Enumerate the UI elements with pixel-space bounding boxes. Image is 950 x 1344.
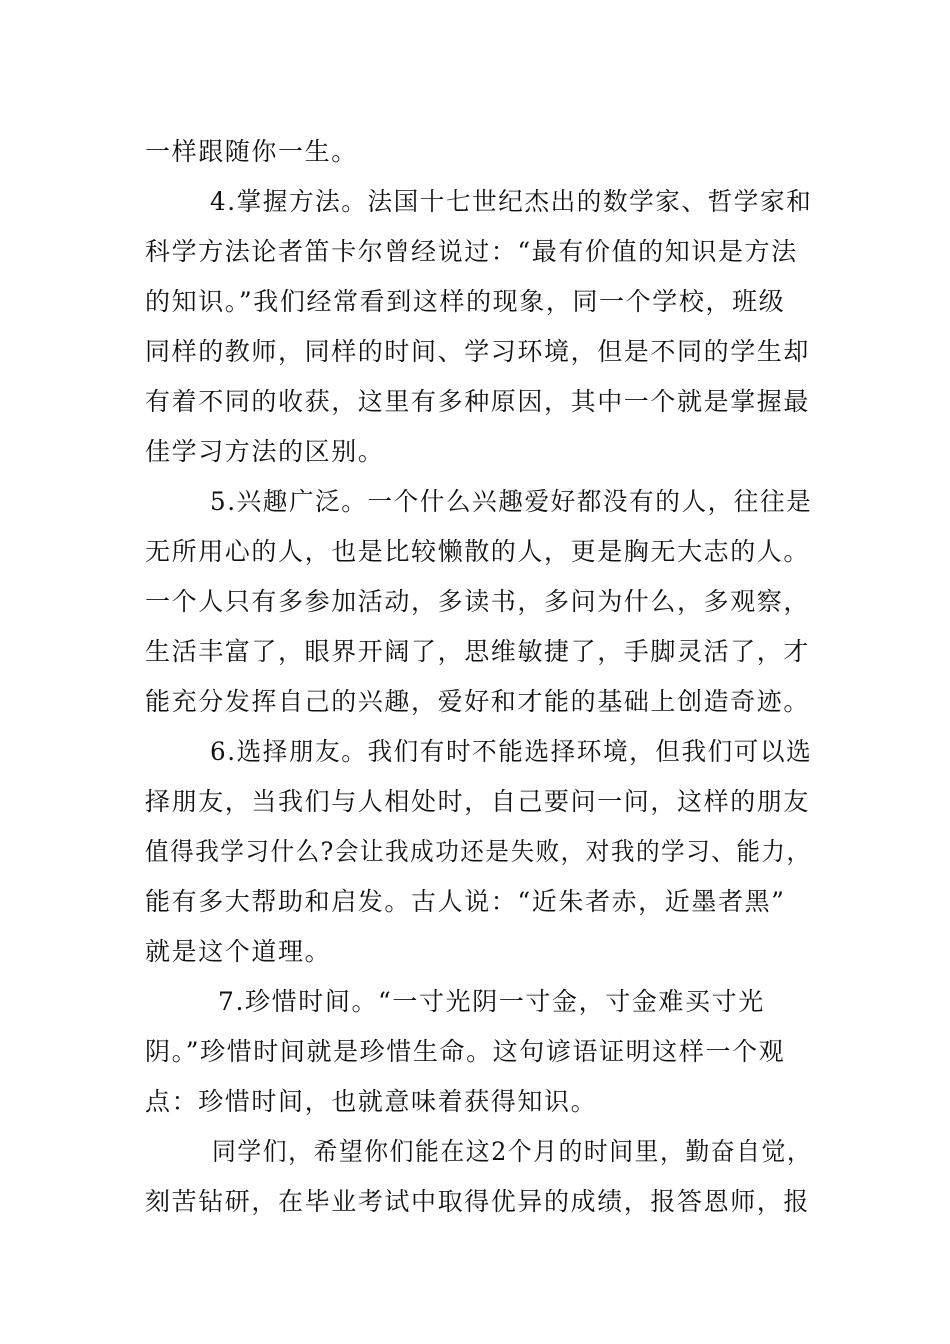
text-line: 一个人只有多参加活动，多读书，多问为什么，多观察， — [145, 587, 811, 616]
text-line: 能有多大帮助和启发。古人说：“近朱者赤，近墨者黑” — [145, 887, 786, 916]
text-line: 阴。”珍惜时间就是珍惜生命。这句谚语证明这样一个观 — [145, 1037, 786, 1066]
text-line: 6.选择朋友。我们有时不能选择环境，但我们可以选 — [210, 737, 813, 766]
text-line: 的知识。”我们经常看到这样的现象，同一个学校，班级 — [145, 287, 786, 316]
text-line: 7.珍惜时间。“一寸光阴一寸金，寸金难买寸光 — [218, 987, 765, 1016]
text-line: 佳学习方法的区别。 — [145, 437, 385, 466]
text-line: 4.掌握方法。法国十七世纪杰出的数学家、哲学家和 — [210, 187, 813, 216]
text-line: 一样跟随你一生。 — [145, 137, 358, 166]
text-line: 同学们，希望你们能在这2个月的时间里，勤奋自觉， — [212, 1137, 813, 1166]
text-line: 5.兴趣广泛。一个什么兴趣爱好都没有的人，往往是 — [210, 487, 813, 516]
text-line: 值得我学习什么?会让我成功还是失败，对我的学习、能力， — [145, 837, 812, 866]
text-line: 无所用心的人，也是比较懒散的人，更是胸无大志的人。 — [145, 537, 811, 566]
text-line: 就是这个道理。 — [145, 937, 332, 966]
text-line: 刻苦钻研，在毕业考试中取得优异的成绩，报答恩师，报 — [145, 1187, 811, 1216]
text-line: 有着不同的收获，这里有多种原因，其中一个就是掌握最 — [145, 387, 811, 416]
text-line: 能充分发挥自己的兴趣，爱好和才能的基础上创造奇迹。 — [145, 687, 811, 716]
text-line: 择朋友，当我们与人相处时，自己要问一问，这样的朋友 — [145, 787, 811, 816]
text-line: 同样的教师，同样的时间、学习环境，但是不同的学生却 — [145, 337, 811, 366]
text-line: 生活丰富了，眼界开阔了，思维敏捷了，手脚灵活了，才 — [145, 637, 811, 666]
text-line: 点：珍惜时间，也就意味着获得知识。 — [145, 1087, 598, 1116]
text-line: 科学方法论者笛卡尔曾经说过：“最有价值的知识是方法 — [145, 237, 798, 266]
